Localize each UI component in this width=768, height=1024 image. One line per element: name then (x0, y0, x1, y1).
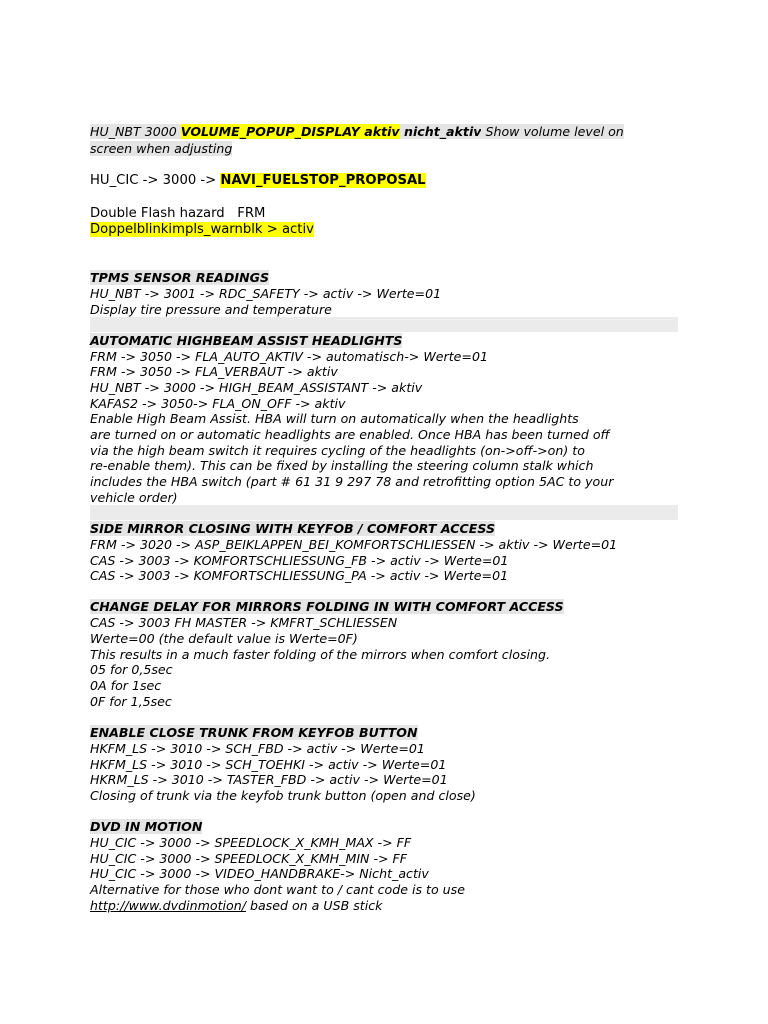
dvd-line-3: HU_CIC -> 3000 -> VIDEO_HANDBRAKE-> Nicht_activ (90, 866, 429, 881)
delay-heading: CHANGE DELAY FOR MIRRORS FOLDING IN WITH COMFORT ACCESS (90, 599, 564, 614)
trunk-line-1: HKFM_LS -> 3010 -> SCH_FBD -> activ -> Werte=01 (90, 741, 425, 756)
highbeam-line-7: via the high beam switch it requires cycling of the headlights (on->off->on) to (90, 443, 585, 458)
doppelblink-highlight: Doppelblinkimpls_warnblk > activ (90, 222, 314, 237)
dvd-line-2: HU_CIC -> 3000 -> SPEEDLOCK_X_KMH_MIN -> FF (90, 851, 408, 866)
volume-popup-nicht: nicht_aktiv (399, 124, 482, 139)
delay-line-1: CAS -> 3003 FH MASTER -> KMFRT_SCHLIESSEN (90, 615, 398, 630)
mirror-heading: SIDE MIRROR CLOSING WITH KEYFOB / COMFORT ACCESS (90, 521, 496, 536)
highbeam-line-5: Enable High Beam Assist. HBA will turn on automatically when the headlights (90, 411, 579, 426)
delay-line-4: 05 for 0,5sec (90, 662, 173, 677)
highbeam-line-2: FRM -> 3050 -> FLA_VERBAUT -> aktiv (90, 364, 338, 379)
section-divider-band (90, 317, 678, 332)
delay-line-2: Werte=00 (the default value is Werte=0F) (90, 631, 358, 646)
navi-fuelstop-highlight: NAVI_FUELSTOP_PROPOSAL (220, 173, 426, 188)
navi-fuelstop-prefix: HU_CIC -> 3000 -> (90, 173, 221, 188)
highbeam-line-6: are turned on or automatic headlights are enabled. Once HBA has been turned off (90, 427, 610, 442)
mirror-line-1: FRM -> 3020 -> ASP_BEIKLAPPEN_BEI_KOMFORTSCHLIESSEN -> aktiv -> Werte=01 (90, 537, 618, 552)
dvd-line-1: HU_CIC -> 3000 -> SPEEDLOCK_X_KMH_MAX -> FF (90, 835, 412, 850)
volume-popup-highlight: VOLUME_POPUP_DISPLAY aktiv (180, 124, 400, 139)
delay-line-6: 0F for 1,5sec (90, 694, 172, 709)
delay-line-5: 0A for 1sec (90, 678, 162, 693)
highbeam-line-1: FRM -> 3050 -> FLA_AUTO_AKTIV -> automatisch-> Werte=01 (90, 349, 488, 364)
highbeam-heading: AUTOMATIC HIGHBEAM ASSIST HEADLIGHTS (90, 333, 403, 348)
tpms-line-2: Display tire pressure and temperature (90, 302, 332, 317)
mirror-line-2: CAS -> 3003 -> KOMFORTSCHLIESSUNG_FB -> activ -> Werte=01 (90, 553, 509, 568)
highbeam-line-8: re-enable them). This can be fixed by installing the steering column stalk which (90, 458, 594, 473)
trunk-line-4: Closing of trunk via the keyfob trunk button (open and close) (90, 788, 476, 803)
highbeam-line-4: KAFAS2 -> 3050-> FLA_ON_OFF -> aktiv (90, 396, 346, 411)
delay-line-3: This results in a much faster folding of the mirrors when comfort closing. (90, 647, 550, 662)
double-flash-line: Double Flash hazard FRM (90, 206, 266, 221)
volume-popup-desc-cont: screen when adjusting (90, 141, 233, 156)
highbeam-heading-line (90, 333, 402, 349)
mirror-line-3: CAS -> 3003 -> KOMFORTSCHLIESSUNG_PA -> activ -> Werte=01 (90, 568, 509, 583)
tpms-heading: TPMS SENSOR READINGS (90, 270, 270, 285)
section-divider-band (90, 505, 678, 520)
mirror-heading-line (90, 521, 495, 537)
volume-popup-prefix: HU_NBT 3000 (90, 124, 181, 139)
tpms-heading-line (90, 270, 269, 286)
highbeam-line-3: HU_NBT -> 3000 -> HIGH_BEAM_ASSISTANT -> aktiv (90, 380, 423, 395)
trunk-line-2: HKFM_LS -> 3010 -> SCH_TOEHKI -> activ -> Werte=01 (90, 757, 447, 772)
volume-popup-line (90, 124, 624, 140)
volume-popup-line2 (90, 141, 232, 157)
navi-fuelstop-line (90, 173, 426, 189)
dvdinmotion-link[interactable]: http://www.dvdinmotion/ (90, 898, 246, 913)
highbeam-line-10: vehicle order) (90, 490, 178, 505)
trunk-heading-line (90, 725, 418, 741)
dvd-heading: DVD IN MOTION (90, 819, 203, 834)
trunk-line-3: HKRM_LS -> 3010 -> TASTER_FBD -> activ -> Werte=01 (90, 772, 448, 787)
trunk-heading: ENABLE CLOSE TRUNK FROM KEYFOB BUTTON (90, 725, 418, 740)
tpms-line-1: HU_NBT -> 3001 -> RDC_SAFETY -> activ -> Werte=01 (90, 286, 442, 301)
dvd-link-line (90, 898, 382, 914)
delay-heading-line (90, 599, 564, 615)
highbeam-line-9: includes the HBA switch (part # 61 31 9 297 78 and retrofitting option 5AC to your (90, 474, 614, 489)
doppelblink-line (90, 222, 314, 238)
volume-popup-desc: Show volume level on (481, 124, 624, 139)
dvd-heading-line (90, 819, 202, 835)
dvd-line-4: Alternative for those who dont want to / cant code is to use (90, 882, 465, 897)
dvd-link-suffix: based on a USB stick (245, 898, 383, 913)
